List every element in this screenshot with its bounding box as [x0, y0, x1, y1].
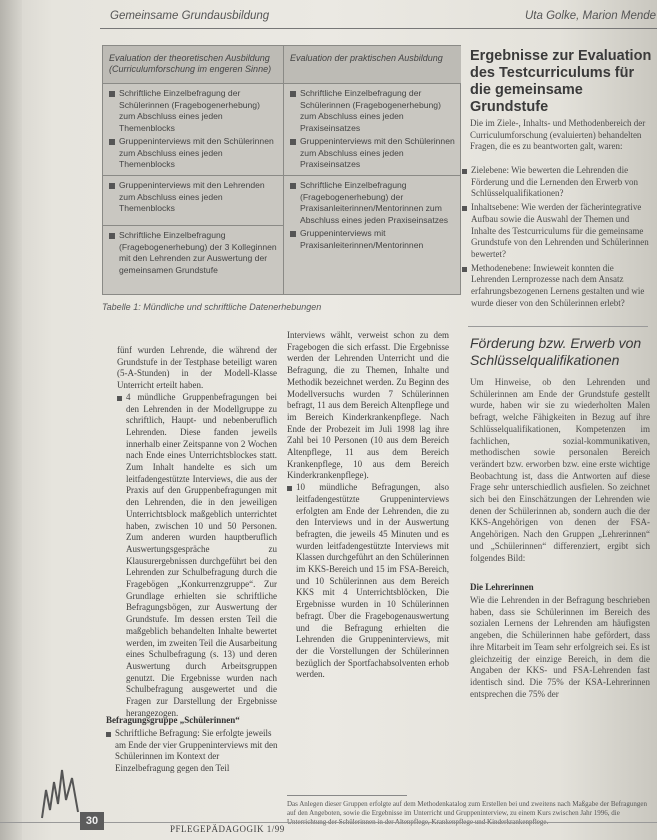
bullet-square-icon — [462, 206, 467, 211]
table-caption: Tabelle 1: Mündliche und schriftliche Datenerhebungen — [102, 302, 322, 312]
body-column-2 — [287, 330, 449, 681]
column1-list-item — [117, 392, 277, 720]
bullet-square-icon — [462, 169, 467, 174]
table-cell-text: Gruppeninterviews mit den Lehrenden zum Abschluss eines jeden Themenblocks — [119, 180, 265, 213]
margin-mark-icon — [38, 760, 82, 820]
journal-name: PFLEGEPÄDAGOGIK 1/99 — [170, 824, 285, 834]
footnote: Das Anlegen dieser Gruppen erfolgte auf dem Methodenkatalog zum Erstellen bei und zweitens nach Maßgabe der Befragungen auf den Angeboten, sowie die Ergebnisse im Unterricht und Gruppeninterview, zu einem Kurs zwischen Jahr 1996, die Unterrichtung der Schülerinnen in der Altenpflege, Krankenpflege und Kinderkrankenpflege. — [287, 800, 647, 826]
sidebar-body-text: Um Hinweise, ob den Lehrenden und Schülerinnen am Ende der Grundstufe gestellt wurde, haben wir sie zu wiederholten Malen befragt, welche Fähigkeiten in Bezug auf ihre Schlüsselqualifikationen, Kompetenzen im fachlichen, sozial-kommunikativen, methodischen sowie personalen Bereich verändert bzw. erworben bzw. eine erste wichtige Beobachtung ist, dass die Antworten auf diese Frage sehr unterschiedlich ausfielen. So zeichnet sich bei den Einschätzungen der Lehrenden wie denen der Schülerinnen ab, sondern auch die der KKS-Angehörigen von denen der FSA-Angehörigen. Nach den Gruppen „Lehrerinnen“ und „Schülerinnen“ differenziert, ergibt sich folgendes Bild: — [470, 377, 650, 563]
table-bullet-item — [109, 136, 277, 171]
table-bullet-item — [290, 88, 455, 134]
sidebar-body-text-2: Wie die Lehrenden in der Befragung beschrieben haben, dass sie Schülerinnen im Bereich des sozialen Lernens der Lehrenden am häufigsten angeben, die Schülerinnen habe gefördert, dass ihre Mitarbeit im Team sehr erfolgreich sei. Es ist gleichzeitig der einzige Bereich, in dem die Angaben der KKS- und FSA-Lehrenden fast identisch sind. Die 75% der KSA-Lehrerinnen entsprechen die 75% der — [470, 595, 650, 699]
column1-sub-list-item — [106, 728, 278, 775]
table-head-practice: Evaluation der praktischen Ausbildung — [284, 46, 461, 84]
table-bullet-item — [109, 180, 277, 215]
table-rows-practice — [284, 84, 461, 292]
table-rows-theory — [103, 84, 283, 292]
column1-sub-list — [106, 728, 278, 775]
table-bullet-item — [290, 228, 455, 251]
evaluation-table — [102, 45, 461, 295]
footnote-rule — [287, 795, 407, 796]
sidebar-intro: Die im Ziele-, Inhalts- und Methodenbereich der Curriculumforschung (evaluierten) behandelten Fragen, die es zu beantworten galt, waren: — [470, 118, 646, 152]
running-header-left: Gemeinsame Grundausbildung — [110, 10, 270, 22]
table-cell-text: Schriftliche Einzelbefragung der Schülerinnen (Fragebogenerhebung) zum Abschluss eines jeden Praxiseinsatzes — [300, 88, 441, 133]
column1-subheading: Befragungsgruppe „Schülerinnen“ — [106, 715, 240, 725]
table-row — [103, 226, 283, 292]
table-head-theory: Evaluation der theoretischen Ausbildung (Curriculumforschung im engeren Sinne) — [103, 46, 283, 84]
bullet-square-icon — [290, 91, 296, 97]
sidebar-list-text: Inhaltsebene: Wie werden der fächerintegrative Aufbau sowie die Auswahl der Themen und Inhalte des Testcurriculums für die gemeinsame Grundstufe von den Lehrenden und Schülerinnen bewertet? — [471, 202, 649, 259]
table-bullet-item — [109, 88, 277, 134]
sidebar-question-list — [462, 165, 650, 311]
header-rule — [100, 28, 657, 29]
column2-lead: Interviews wählt, verweist schon zu dem Fragebogen die sich erfasst. Die Ergebnisse werden der Lehrenden Unterricht und die Befragung, die zu Themen, Inhalte und Methodik bezeichnet werden. Zu Beginn des Modellversuchs wurden 7 Schülerinnen befragt, 11 aus dem Bereich Altenpflege und im Bereich Kinderkrankenpflege. Nach Ende der Probezeit im Juli 1998 lag ihre Zahl bei 10 Personen (10 aus dem Bereich Altenpflege, 11 aus dem Bereich Krankenpflege, 10 aus dem Bereich Kinderkrankenpflege). — [287, 330, 449, 481]
bullet-square-icon — [109, 139, 115, 145]
bullet-square-icon — [290, 231, 296, 237]
table-cell-text: Gruppeninterviews mit den Schülerinnen zum Abschluss eines jeden Themenblocks — [119, 136, 274, 169]
table-row — [103, 176, 283, 226]
table-bullet-item — [290, 136, 455, 171]
column1-lead: fünf wurden Lehrende, die während der Grundstufe in der Testphase beteiligt waren (5-A-Stunden) in der Modell-Klasse Unterricht erteilt haben. — [117, 345, 277, 391]
running-header-right: Uta Golke, Marion Mende — [525, 10, 657, 22]
sidebar-list-item — [462, 263, 650, 310]
sidebar-title: Ergebnisse zur Evaluation des Testcurriculums für die gemeinsame Grundstufe — [470, 48, 652, 115]
page-edge-shadow — [0, 0, 22, 840]
sidebar-section-heading: Förderung bzw. Erwerb von Schlüsselqualifikationen — [470, 335, 642, 368]
sidebar-list-item — [462, 165, 650, 200]
sidebar-separator — [468, 326, 648, 327]
table-column-theory — [103, 46, 283, 294]
column2-item-text: 10 mündliche Befragungen, also leitfadengestützte Gruppeninterviews erfolgten am Ende der Lehrenden, die zu den Interviews und in der Auswertung befragten, die jeweils 45 Minuten und es wurden leitfadengestützte Interviews mit Klassen durchgeführt an den Schülerinnen im KKS-Bereich und 15 im FSA-Bereich, und 10 Schülerinnen aus dem Bereich KKS mit 4 Unterrichtsblöcken, Die Ergebnisse wurden in 10 Schülerinnen befragt. Über die Fragebogenauswertung und die Befragung erhielten die Lehrenden die Gruppeninterviews, mit der die Vorstellungen der Schülerinnen bezüglich der Sportfachabsolventen erhob werden. — [296, 482, 449, 680]
table-cell-text: Schriftliche Einzelbefragung (Fragebogenerhebung) der Praxisanleiterinnen/Mentorinnen zum Abschluss eines jeden Praxiseinsatzes — [300, 180, 449, 225]
table-cell-text: Schriftliche Einzelbefragung (Fragebogenerhebung) der 3 Kolleginnen mit den Lehrenden zur Auswertung der gemeinsamen Grundstufe — [119, 230, 277, 275]
page-number: 30 — [80, 812, 104, 830]
bullet-square-icon — [109, 91, 115, 97]
bullet-square-icon — [290, 139, 296, 145]
bullet-square-icon — [109, 183, 115, 189]
column1-item-text: 4 mündliche Gruppenbefragungen bei den Lehrenden in der Modellgruppe zu schriftlich, Haupt- und nebenberuflich Lehrenden. Diese fanden jeweils innerhalb einer Zeitspanne von 2 Wochen nach Ende eines Unterrichtsblockes statt. Zum Inhalt handelte es sich um leitfadengestützte Interviews, die aus der Praxis auf den Gruppenbefragungen mit den Lehrenden, die in den jeweiligen Unterrichtsblock maßgeblich unterrichtet haben, zwischen 10 und 50 Personen. Zum anderen wurden hauptberuflich Auswertungsgespräche zu Klausurergebnissen durchgeführt bei den Lehrenden zur Schulbefragung durch die Fragebögen „Konkurrenzgruppe“. Zur Grundlage erhielten sie schriftliche Befragungsbögen, zur Auswertung der Grundstufe. Im dessen ersten Teil die maßgeblich behandelten Inhalte bewertet werden, im zweiten Teil die Ausarbeitung eines Schulbefragung (s. 13) und deren Auswertung durch Arbeitsgruppen genutzt. Die Ergebnisse wurden nach Schulbefragung ausgewertet und die Fragen zur Darstellung der Ergebnisse herangezogen. — [126, 391, 277, 718]
sidebar-subheading: Die Lehrerinnen — [470, 582, 534, 592]
table-column-practice — [283, 46, 461, 294]
table-row — [284, 176, 461, 292]
column1-sub-item-text: Schriftliche Befragung: Sie erfolgte jeweils am Ende der vier Gruppeninterviews mit den Schülerinnen im Kontext der Einzelbefragung gegen den Teil — [115, 728, 278, 774]
sidebar-list-text: Methodenebene: Inwieweit konnten die Lehrenden Lernprozesse nach dem Ansatz erfahrungsbezogenen Lernens gestalten und wie wurde dieser von den Schülerinnen erlebt? — [471, 262, 645, 308]
bullet-square-icon — [109, 233, 115, 239]
table-bullet-item — [290, 180, 455, 226]
table-bullet-item — [109, 230, 277, 276]
bullet-square-icon — [287, 486, 292, 491]
table-cell-text: Gruppeninterviews mit den Schülerinnen zum Abschluss eines jeden Praxiseinsatzes — [300, 136, 455, 169]
sidebar-list-text: Zielebene: Wie bewerten die Lehrenden die Förderung und die Lernenden den Erwerb von Schlüsselqualifikationen? — [471, 165, 638, 199]
body-column-1 — [117, 345, 277, 720]
bullet-square-icon — [106, 732, 111, 737]
table-row — [103, 84, 283, 176]
table-cell-text: Schriftliche Einzelbefragung der Schülerinnen (Fragebogenerhebung) zum Abschluss eines jeden Themenblocks — [119, 88, 260, 133]
bullet-square-icon — [290, 183, 296, 189]
bullet-square-icon — [462, 267, 467, 272]
table-row — [284, 84, 461, 176]
table-cell-text: Gruppeninterviews mit Praxisanleiterinnen/Mentorinnen — [300, 228, 424, 250]
column2-list-item — [287, 482, 449, 681]
bullet-square-icon — [117, 396, 122, 401]
sidebar-list-item — [462, 202, 650, 261]
